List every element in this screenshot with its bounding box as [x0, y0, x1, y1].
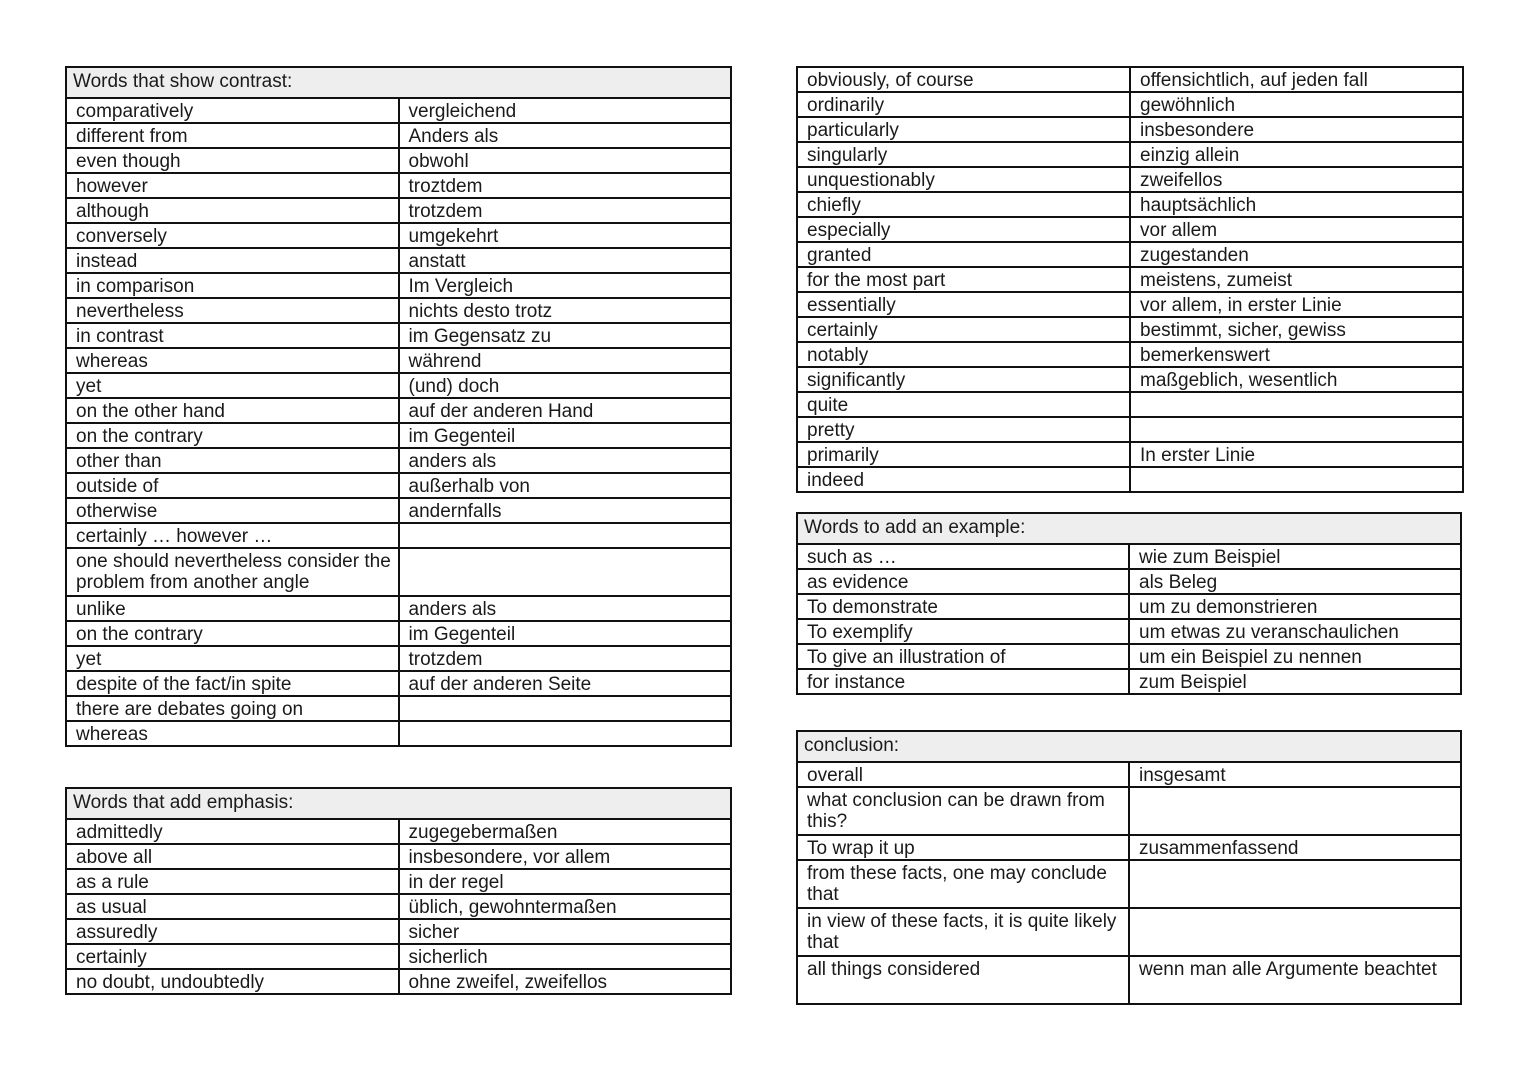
english-term: on the contrary	[66, 621, 399, 646]
german-term: maßgeblich, wesentlich	[1130, 367, 1463, 392]
english-term: certainly	[66, 944, 399, 969]
english-term: on the other hand	[66, 398, 399, 423]
english-term: as evidence	[797, 569, 1129, 594]
german-term: anstatt	[399, 248, 732, 273]
german-term: bemerkenswert	[1130, 342, 1463, 367]
german-term	[1129, 860, 1461, 908]
english-term: in comparison	[66, 273, 399, 298]
english-term: instead	[66, 248, 399, 273]
german-term: üblich, gewohntermaßen	[399, 894, 732, 919]
english-term: one should nevertheless consider the problem from another angle	[66, 548, 399, 596]
german-term: hauptsächlich	[1130, 192, 1463, 217]
german-term: umgekehrt	[399, 223, 732, 248]
english-term: obviously, of course	[797, 67, 1130, 92]
english-term: certainly	[797, 317, 1130, 342]
english-term: whereas	[66, 721, 399, 746]
english-term: indeed	[797, 467, 1130, 492]
german-term: trotzdem	[399, 198, 732, 223]
emphasis-table	[65, 787, 732, 995]
german-term: auf der anderen Hand	[399, 398, 732, 423]
english-term: for instance	[797, 669, 1129, 694]
english-term: unquestionably	[797, 167, 1130, 192]
contrast-table	[65, 66, 732, 747]
german-term: In erster Linie	[1130, 442, 1463, 467]
german-term: Anders als	[399, 123, 732, 148]
english-term: pretty	[797, 417, 1130, 442]
english-term: although	[66, 198, 399, 223]
english-term: what conclusion can be drawn from this?	[797, 787, 1129, 835]
english-term: To wrap it up	[797, 835, 1129, 860]
english-term: on the contrary	[66, 423, 399, 448]
german-term: wenn man alle Argumente beachtet	[1129, 956, 1461, 1004]
table-title: Words that add emphasis:	[66, 788, 731, 819]
german-term: um etwas zu veranschaulichen	[1129, 619, 1461, 644]
english-term: comparatively	[66, 98, 399, 123]
german-term: im Gegenteil	[399, 621, 732, 646]
german-term	[1130, 417, 1463, 442]
english-term: nevertheless	[66, 298, 399, 323]
english-term: unlike	[66, 596, 399, 621]
german-term: Im Vergleich	[399, 273, 732, 298]
german-term: (und) doch	[399, 373, 732, 398]
english-term: in view of these facts, it is quite likely that	[797, 908, 1129, 956]
german-term: gewöhnlich	[1130, 92, 1463, 117]
table-title: Words to add an example:	[797, 513, 1461, 544]
english-term: other than	[66, 448, 399, 473]
english-term: ordinarily	[797, 92, 1130, 117]
english-term: significantly	[797, 367, 1130, 392]
english-term: such as …	[797, 544, 1129, 569]
english-term: essentially	[797, 292, 1130, 317]
german-term	[399, 548, 732, 596]
german-term: bestimmt, sicher, gewiss	[1130, 317, 1463, 342]
english-term: singularly	[797, 142, 1130, 167]
german-term: als Beleg	[1129, 569, 1461, 594]
german-term: auf der anderen Seite	[399, 671, 732, 696]
english-term: To demonstrate	[797, 594, 1129, 619]
german-term: insbesondere	[1130, 117, 1463, 142]
english-term: notably	[797, 342, 1130, 367]
german-term: um zu demonstrieren	[1129, 594, 1461, 619]
english-term: certainly … however …	[66, 523, 399, 548]
english-term: assuredly	[66, 919, 399, 944]
german-term: wie zum Beispiel	[1129, 544, 1461, 569]
german-term	[399, 721, 732, 746]
english-term: from these facts, one may conclude that	[797, 860, 1129, 908]
german-term: während	[399, 348, 732, 373]
german-term: zum Beispiel	[1129, 669, 1461, 694]
emphasis-continued-table	[796, 66, 1464, 493]
german-term	[1129, 908, 1461, 956]
english-term: as a rule	[66, 869, 399, 894]
english-term: outside of	[66, 473, 399, 498]
german-term: sicher	[399, 919, 732, 944]
english-term: whereas	[66, 348, 399, 373]
english-term: no doubt, undoubtedly	[66, 969, 399, 994]
german-term: trotzdem	[399, 646, 732, 671]
english-term: chiefly	[797, 192, 1130, 217]
english-term: granted	[797, 242, 1130, 267]
example-table	[796, 512, 1462, 695]
german-term: offensichtlich, auf jeden fall	[1130, 67, 1463, 92]
german-term	[399, 523, 732, 548]
english-term: above all	[66, 844, 399, 869]
german-term: vor allem, in erster Linie	[1130, 292, 1463, 317]
german-term: im Gegenteil	[399, 423, 732, 448]
german-term	[1130, 392, 1463, 417]
german-term	[399, 696, 732, 721]
table-title: conclusion:	[797, 731, 1461, 762]
german-term: im Gegensatz zu	[399, 323, 732, 348]
german-term: meistens, zumeist	[1130, 267, 1463, 292]
english-term: there are debates going on	[66, 696, 399, 721]
english-term: as usual	[66, 894, 399, 919]
english-term: To give an illustration of	[797, 644, 1129, 669]
english-term: To exemplify	[797, 619, 1129, 644]
german-term: zugestanden	[1130, 242, 1463, 267]
german-term: sicherlich	[399, 944, 732, 969]
german-term	[1130, 467, 1463, 492]
english-term: even though	[66, 148, 399, 173]
english-term: different from	[66, 123, 399, 148]
german-term: in der regel	[399, 869, 732, 894]
english-term: otherwise	[66, 498, 399, 523]
english-term: conversely	[66, 223, 399, 248]
english-term: especially	[797, 217, 1130, 242]
german-term: andernfalls	[399, 498, 732, 523]
english-term: despite of the fact/in spite	[66, 671, 399, 696]
german-term: vergleichend	[399, 98, 732, 123]
english-term: particularly	[797, 117, 1130, 142]
english-term: in contrast	[66, 323, 399, 348]
english-term: admittedly	[66, 819, 399, 844]
german-term: vor allem	[1130, 217, 1463, 242]
german-term: zweifellos	[1130, 167, 1463, 192]
german-term: ohne zweifel, zweifellos	[399, 969, 732, 994]
english-term: all things considered	[797, 956, 1129, 1004]
english-term: yet	[66, 646, 399, 671]
german-term: zugegebermaßen	[399, 819, 732, 844]
english-term: however	[66, 173, 399, 198]
german-term: obwohl	[399, 148, 732, 173]
german-term: anders als	[399, 448, 732, 473]
conclusion-table	[796, 730, 1462, 1005]
english-term: quite	[797, 392, 1130, 417]
german-term: insbesondere, vor allem	[399, 844, 732, 869]
german-term: nichts desto trotz	[399, 298, 732, 323]
german-term: einzig allein	[1130, 142, 1463, 167]
english-term: overall	[797, 762, 1129, 787]
german-term: troztdem	[399, 173, 732, 198]
german-term	[1129, 787, 1461, 835]
german-term: außerhalb von	[399, 473, 732, 498]
german-term: anders als	[399, 596, 732, 621]
english-term: primarily	[797, 442, 1130, 467]
german-term: insgesamt	[1129, 762, 1461, 787]
table-title: Words that show contrast:	[66, 67, 731, 98]
english-term: for the most part	[797, 267, 1130, 292]
german-term: zusammenfassend	[1129, 835, 1461, 860]
german-term: um ein Beispiel zu nennen	[1129, 644, 1461, 669]
english-term: yet	[66, 373, 399, 398]
